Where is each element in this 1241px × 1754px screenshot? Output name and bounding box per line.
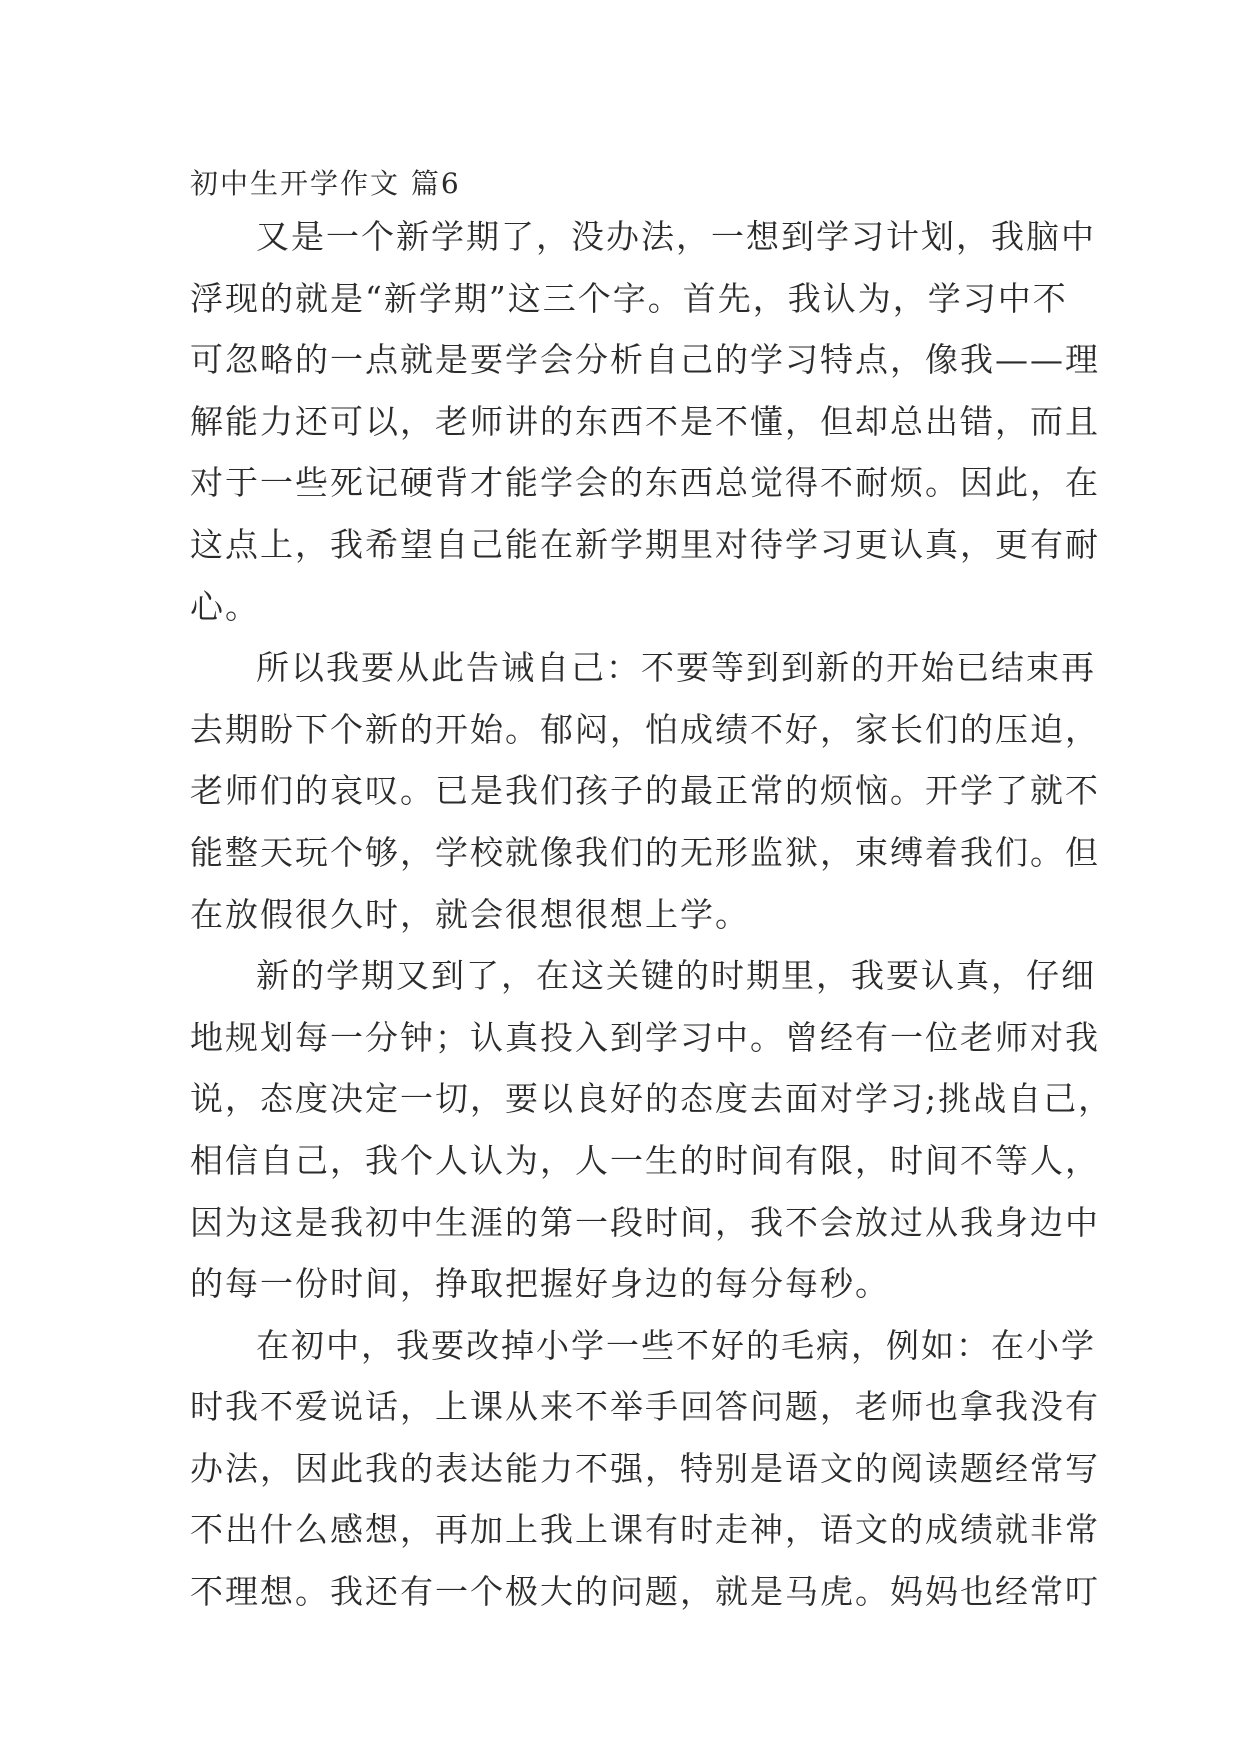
paragraph-line: 的每一份时间，挣取把握好身边的每分每秒。 [190,1264,890,1304]
paragraph-line: 所以我要从此告诫自己：不要等到到新的开始已结束再 [256,648,1096,688]
paragraph-line: 在放假很久时，就会很想很想上学。 [190,894,750,934]
paragraph-line: 可忽略的一点就是要学会分析自己的学习特点，像我——理 [190,340,1100,380]
paragraph-line: 不出什么感想，再加上我上课有时走神，语文的成绩就非常 [190,1510,1100,1550]
paragraph-line: 又是一个新学期了，没办法，一想到学习计划，我脑中 [256,217,1096,256]
paragraph-line: 时我不爱说话，上课从来不举手回答问题，老师也拿我没有 [190,1387,1100,1427]
paragraph-line: 能整天玩个够，学校就像我们的无形监狱，束缚着我们。但 [190,832,1100,872]
paragraph-line: 老师们的哀叹。已是我们孩子的最正常的烦恼。开学了就不 [190,771,1100,811]
paragraph-line: 地规划每一分钟；认真投入到学习中。曾经有一位老师对我 [190,1017,1100,1057]
paragraph-line: 新的学期又到了，在这关键的时期里，我要认真，仔细 [256,956,1096,996]
paragraph-line: 说，态度决定一切，要以良好的态度去面对学习;挑战自己， [190,1079,1114,1119]
paragraph-line: 相信自己，我个人认为，人一生的时间有限，时间不等人， [190,1140,1100,1180]
paragraph-line: 心。 [190,586,260,626]
paragraph-line: 办法，因此我的表达能力不强，特别是语文的阅读题经常写 [190,1448,1100,1488]
paragraph-line: 因为这是我初中生涯的第一段时间，我不会放过从我身边中 [190,1202,1100,1242]
paragraph-line: 去期盼下个新的开始。郁闷，怕成绩不好，家长们的压迫， [190,709,1100,749]
paragraph-line: 对于一些死记硬背才能学会的东西总觉得不耐烦。因此，在 [190,463,1100,503]
paragraph-line: 不理想。我还有一个极大的问题，就是马虎。妈妈也经常叮 [190,1572,1100,1612]
paragraph-line: 这点上，我希望自己能在新学期里对待学习更认真，更有耐 [190,524,1100,564]
paragraph-line: 解能力还可以，老师讲的东西不是不懂，但却总出错，而且 [190,401,1100,441]
document-title: 初中生开学作文 篇6 [190,167,461,200]
document-body [190,217,1114,1634]
paragraph-line: 浮现的就是“新学期”这三个字。首先，我认为，学习中不 [190,278,1068,318]
paragraph-line: 在初中，我要改掉小学一些不好的毛病，例如：在小学 [256,1325,1096,1365]
